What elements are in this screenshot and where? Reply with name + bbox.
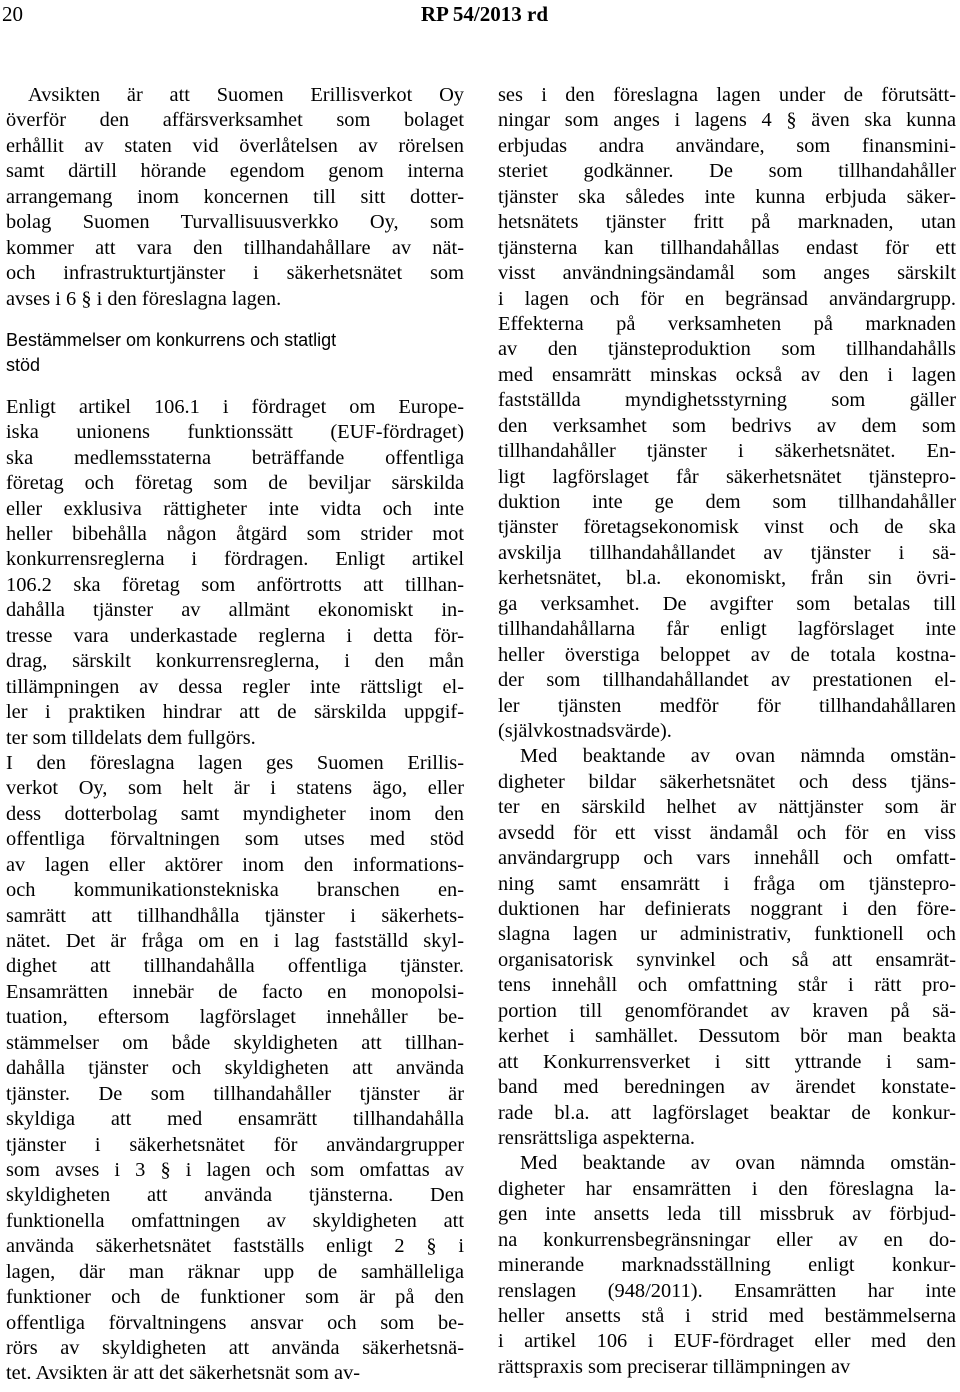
text-line: tjänster företagsekonomisk vinst och de ska [498,516,956,539]
right-paragraph-1 [498,83,956,744]
text-line: erbjudas andra användare, som finansmini- [498,134,956,157]
text-line: lagen, där man räknar upp de samhälleliga [6,1260,464,1283]
text-line: I den föreslagna lagen ges Suomen Erillis- [6,751,464,774]
text-line: funktionella omfattningen av skyldigheten att [6,1209,464,1232]
text-line: ska medlemsstaterna beträffande offentliga [6,446,464,469]
text-line: tjänster i säkerhetsnätet för användargrupper [6,1133,464,1156]
text-line: renslagen (948/2011). Ensamrätten har inte [498,1279,956,1302]
text-line: gen inte ansetts leda till missbruk av förbjud- [498,1203,956,1226]
text-line: fastställda myndighetsstyrning som gäller [498,389,956,412]
text-line: rensrättsliga aspekterna. [498,1126,696,1149]
text-line: tjänsterna kan tillhandahållas endast för ett [498,236,956,259]
text-line: och infrastrukturtjänster i säkerhetsnätet som [6,262,464,285]
left-paragraph-3 [6,751,464,1387]
text-line: användargrupp och vars innehåll och omfatt- [498,847,956,870]
text-line: Med beaktande av ovan nämnda omstän- [520,1152,956,1175]
text-line: heller överstiga beloppet av de totala kostna- [498,643,956,666]
document-id: RP 54/2013 rd [420,2,548,26]
right-paragraph-3 [498,1151,956,1380]
section-heading-line: Bestämmelser om konkurrens och statligt [6,329,337,350]
text-line: rade bl.a. att lagförslaget beaktar de konkur- [498,1101,956,1124]
text-line: minerande marknadsställning enligt konkur- [498,1254,956,1277]
text-line: ler i praktiken hindrar att de särskilda uppgif- [6,701,464,724]
left-paragraph-2 [6,395,464,751]
text-line: i lagen och för en begränsad användargrupp. [498,287,956,310]
text-line: den verksamhet som bedrivs av dem som [498,414,956,437]
text-line: tjänster ska således inte kunna erbjuda säker- [498,185,956,208]
text-line: avses i 6 § i den föreslagna lagen. [6,287,282,310]
right-paragraph-2 [498,744,956,1151]
text-line: företag och företag som de beviljar särskilda [6,472,464,495]
text-line: ses i den föreslagna lagen under de förutsätt- [498,84,956,106]
text-line: drag, särskilt konkurrensreglerna, i den mån [6,650,464,673]
text-line: digheter bildar säkerhetsnätet och dess tjäns- [498,770,956,793]
text-line: tillhandahållarna får enligt lagförslaget inte [498,618,956,641]
text-line: ga verksamhet. De avgifter som betalas till [498,592,956,615]
section-heading [6,328,464,379]
left-column [6,83,464,1387]
text-line: Avsikten är att Suomen Erillisverkot Oy [28,84,464,106]
spacer [6,379,464,395]
text-line: (självkostnadsvärde). [498,719,672,742]
text-line: dess dotterbolag samt myndigheter inom den [6,802,464,825]
spacer [6,312,464,328]
text-line: av lagen eller aktörer inom den informations- [6,853,464,876]
text-line: använda säkerhetsnätet fastställs enligt 2 § i [6,1235,464,1258]
text-line: Enligt artikel 106.1 i fördraget om Europe- [6,395,464,418]
text-line: steriet godkänner. De som tillhandahåller [498,160,956,183]
text-line: tresse vara underkastade reglerna i detta för- [6,624,464,647]
text-line: Med beaktande av ovan nämnda omstän- [520,745,956,768]
left-paragraph-1 [6,83,464,312]
text-line: samrätt att tillhandhålla tjänster i säkerhets- [6,904,464,927]
text-line: offentliga förvaltningen som utses med stöd [6,828,464,851]
text-line: av den tjänsteproduktion som tillhandahålls [498,338,956,361]
text-line: band med beredningen av ärendet konstate- [498,1076,956,1099]
text-line: skyldiga att med ensamrätt tillhandahålla [6,1108,464,1131]
text-line: tens innehåll och omfattning står i rätt pro- [498,974,956,997]
text-line: avskilja tillhandahållandet av tjänster i sä- [498,541,956,564]
text-line: rättspraxis som preciserar tillämpningen av [498,1355,851,1378]
text-line: funktioner och de funktioner som är på den [6,1286,464,1309]
text-line: tuation, eftersom lagförslaget innehåller be- [6,1006,464,1029]
text-line: tet. Avsikten är att det säkerhetsnät som av- [6,1362,361,1385]
text-line: skyldigheten att använda tjänsterna. Den [6,1184,464,1207]
text-line: portion till genomförandet av kraven på sä- [498,999,956,1022]
text-line: ningar som anges i lagens 4 § även ska kunna [498,109,956,132]
text-line: arrangemang inom koncernen till sitt dotter- [6,185,464,208]
text-line: i artikel 106 i EUF-fördraget eller med den [498,1330,956,1353]
text-line: ligt lagförslaget får säkerhetsnätet tjänstepro- [498,465,956,488]
text-line: 106.2 ska företag som anförtrotts att tillhan- [6,573,464,596]
text-line: tillämpningen av dessa regler inte rättsligt el- [6,675,464,698]
text-line: offentliga förvaltningens ansvar och som be- [6,1311,464,1334]
text-line: visst användningsändamål som anges särskilt [498,262,956,285]
text-line: och kommunikationstekniska branschen en- [6,879,464,902]
page-number: 20 [2,2,23,26]
text-line: iska unionens funktionssätt (EUF-fördraget) [6,421,464,444]
text-line: som avses i 3 § i lagen och som omfattas av [6,1158,464,1181]
text-line: att Konkurrensverket i sitt yttrande i sam- [498,1050,956,1073]
text-line: slagna lagen ur administrativ, funktionell och [498,923,956,946]
text-line: organisatorisk synvinkel och så att ensamrät- [498,948,956,971]
text-line: tjänster. De som tillhandahåller tjänster är [6,1082,464,1105]
text-line: der som tillhandahållandet av prestationen el- [498,669,956,692]
text-line: dahålla tjänster av allmänt ekonomiskt in- [6,599,464,622]
text-line: duktion inte ge dem som tillhandahåller [498,491,956,513]
text-line: ter en särskild helhet av nättjänster som är [498,796,956,819]
section-heading-line: stöd [6,355,41,376]
text-line: tillhandahåller tjänster i säkerhetsnätet. En- [498,440,956,463]
text-line: erhållit av staten vid överlåtelsen av rörelsen [6,134,464,157]
text-line: duktionen har definierats noggrant i den före- [498,898,956,920]
text-line: kerhetsnätet, bl.a. ekonomiskt, från sin övri- [498,567,956,590]
text-line: kommer att vara den tillhandahållare av nät- [6,236,464,259]
text-line: eller exklusiva rättigheter inte vidta och inte [6,497,464,520]
text-line: ler tjänsten medför för tillhandahållaren [498,694,956,717]
text-line: Effekterna på verksamheten på marknaden [498,312,956,335]
text-line: avsedd för ett visst ändamål och för en viss [498,821,956,844]
text-line: ning samt ensamrätt i fråga om tjänstepro- [498,872,956,895]
text-line: rörs av skyldigheten att använda säkerhetsnä- [6,1337,464,1359]
text-line: dahålla tjänster och skyldigheten att använda [6,1057,464,1080]
text-line: digheter har ensamrätten i den föreslagna la- [498,1177,956,1200]
text-line: stämmelser om både skyldigheten att tillhan- [6,1031,464,1054]
text-line: nätet. Det är fråga om en i lag fastställd skyl- [6,930,464,952]
text-line: med ensamrätt minskas också av den i lagen [498,363,956,386]
text-line: Ensamrätten innebär de facto en monopolsi- [6,980,464,1003]
text-line: bolag Suomen Turvallisuusverkko Oy, som [6,211,464,234]
text-line: ter som tilldelats dem fullgörs. [6,726,256,749]
text-line: kerhet i samhället. Dessutom bör man beakta [498,1025,956,1048]
text-line: överför den affärsverksamhet som bolaget [6,109,464,132]
text-line: hetsnätets tjänster fritt på marknaden, utan [498,211,956,234]
right-column [498,83,956,1380]
text-line: samt därtill hörande egendom genom interna [6,160,464,183]
text-line: dighet att tillhandahålla offentliga tjänster. [6,955,464,978]
text-line: verkot Oy, som helt är i statens ägo, eller [6,777,464,800]
text-line: heller bibehålla någon åtgärd som strider mot [6,523,464,545]
text-line: na konkurrensbegränsningar eller av en do- [498,1228,956,1251]
page-header [0,0,960,36]
text-line: konkurrensreglerna i fördragen. Enligt artikel [6,548,464,571]
text-line: heller ansetts stå i strid med bestämmelserna [498,1305,956,1327]
